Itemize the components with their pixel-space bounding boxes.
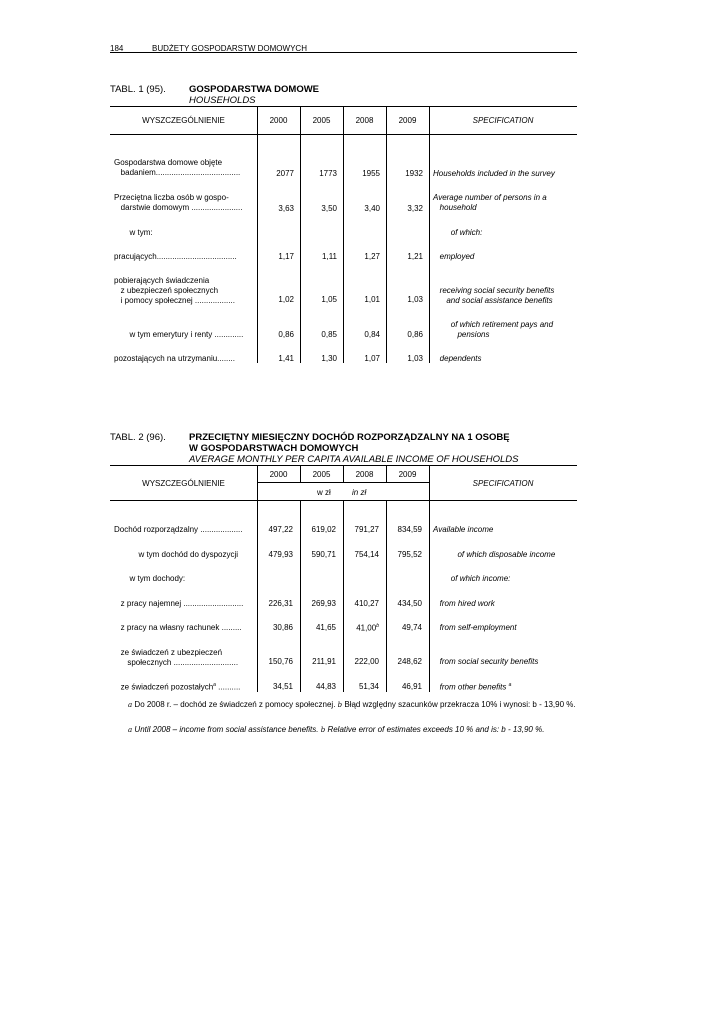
table2-title-en: AVERAGE MONTHLY PER CAPITA AVAILABLE INCOME OF HOUSEHOLDS (189, 454, 519, 465)
table1-cell: 1,05 (321, 295, 337, 304)
table2-row-spec: Available income (433, 525, 494, 534)
table2-cell: 222,00 (354, 657, 379, 666)
table2-row-label: w tym dochody: (114, 574, 186, 583)
table2-row-label: z pracy na własny rachunek ......... (114, 623, 242, 632)
table1-cell: 3,40 (364, 204, 380, 213)
table1-cell: 1932 (405, 169, 423, 178)
table1-cell: 1,07 (364, 354, 380, 363)
table2-cell: 248,62 (397, 657, 422, 666)
table1-col-year: 2009 (398, 116, 417, 125)
table1-row-spec: receiving social security benefits and social assistance benefits (433, 286, 555, 305)
table1-col-year: 2005 (312, 116, 331, 125)
table1-cell: 2077 (276, 169, 294, 178)
table2-cell: 51,34 (358, 682, 379, 691)
footnote-en: a Until 2008 – income from social assistance benefits. b Relative error of estimates exceeds 10 % and is: b - 13,90 %. (128, 725, 545, 734)
page-number: 184 (110, 44, 124, 53)
table1-row-label: w tym: (114, 228, 153, 237)
table1-vline (343, 106, 344, 363)
table2-cell: 754,14 (354, 550, 379, 559)
table2-row-label: ze świadczeń z ubezpieczeń społecznych ............................. (114, 648, 239, 667)
table2-col-year: 2009 (398, 470, 417, 479)
table2-cell: 434,50 (397, 599, 422, 608)
table2-cell: 41,65 (315, 623, 336, 632)
table1-col-year: 2008 (355, 116, 374, 125)
table2-cell: 619,02 (311, 525, 336, 534)
table2-col-year: 2005 (312, 470, 331, 479)
table2-unit-pl: w zł (317, 488, 331, 497)
table1-row-label: pozostających na utrzymaniu........ (114, 354, 235, 363)
table2-cell: 834,59 (397, 525, 422, 534)
table2-cell (343, 623, 379, 633)
table1-title-en: HOUSEHOLDS (189, 95, 256, 106)
table2-row-spec: from self-employment (433, 623, 517, 632)
table2-row-label: z pracy najemnej ........................... (114, 599, 244, 608)
table1-cell: 1,01 (364, 295, 380, 304)
table1-cell: 0,85 (321, 330, 337, 339)
table2-cell: 795,52 (397, 550, 422, 559)
table1-col-year: 2000 (269, 116, 288, 125)
table2-row-spec: of which income: (433, 574, 511, 583)
footnote-pl: a Do 2008 r. – dochód ze świadczeń z pomocy społecznej. b Błąd względny szacunków przekracza 10% i wynosi: b - 13,90 %. (128, 700, 576, 709)
table1-cell: 1,03 (407, 354, 423, 363)
table2-col-year: 2000 (269, 470, 288, 479)
table1-row-label: pobierających świadczenia z ubezpieczeń społecznych i pomocy społecznej .................. (114, 276, 235, 305)
table2-cell: 269,93 (311, 599, 336, 608)
table2-unit-en: in zł (352, 488, 367, 497)
table1-row-label: w tym emerytury i renty ............. (114, 330, 244, 339)
table2-title-pl: PRZECIĘTNY MIESIĘCZNY DOCHÓD ROZPORZĄDZALNY NA 1 OSOBĘ (189, 432, 510, 443)
table1-row-label: Gospodarstwa domowe objęte badaniem...................................... (114, 158, 241, 177)
footnote-pl-marker: a (128, 701, 133, 709)
table1-row-label: Przeciętna liczba osób w gospo- darstwie domowym ....................... (114, 193, 243, 212)
table1-cell: 3,63 (278, 204, 294, 213)
table2-col-year: 2008 (355, 470, 374, 479)
table2-title-pl-line2: W GOSPODARSTWACH DOMOWYCH (189, 443, 359, 454)
table1-col-wyszczegolnienie: WYSZCZEGÓLNIENIE (142, 116, 225, 125)
table2-cell: 49,74 (401, 623, 422, 632)
table2-row-spec: from social security benefits (433, 657, 539, 666)
table2-year-rule (257, 482, 429, 483)
footnote-en-marker: a (128, 726, 133, 734)
table1-cell: 1,11 (322, 252, 337, 261)
table2-row-label: Dochód rozporządzalny ................... (114, 525, 243, 534)
table2-col-specification: SPECIFICATION (472, 479, 534, 488)
running-title: BUDŻETY GOSPODARSTW DOMOWYCH (152, 44, 307, 53)
table1-row-spec: of which retirement pays and pensions (433, 320, 554, 339)
table1-cell: 1955 (362, 169, 380, 178)
table2-cell: 30,86 (272, 623, 293, 632)
table1-cell: 1,41 (278, 354, 294, 363)
table1-vline (429, 106, 430, 363)
table2-cell: 226,31 (268, 599, 293, 608)
table2-cell: 410,27 (354, 599, 379, 608)
table1-cell: 3,50 (321, 204, 337, 213)
table2-row-spec: from hired work (433, 599, 495, 608)
table1-cell: 3,32 (407, 204, 423, 213)
table2-cell: 211,91 (312, 657, 336, 666)
table1-cell: 1,30 (321, 354, 337, 363)
table2-cell: 34,51 (272, 682, 293, 691)
table1-row-spec: employed (433, 252, 475, 261)
table2-cell: 46,91 (401, 682, 422, 691)
table1-cell: 0,86 (407, 330, 423, 339)
table1-cell: 1,27 (364, 252, 380, 261)
table1-row-spec: of which: (433, 228, 483, 237)
footnote-a-mark: a (213, 682, 216, 688)
table1-vline (257, 106, 258, 363)
table2-label: TABL. 2 (96). (110, 432, 166, 443)
table1-cell: 1,21 (407, 252, 423, 261)
table1-row-label: pracujących.................................... (114, 252, 237, 261)
footnote-a-mark: a (508, 682, 512, 688)
table2-row-label: ze świadczeń pozostałych$^a$ .......... (114, 682, 241, 692)
table1-title-pl: GOSPODARSTWA DOMOWE (189, 84, 320, 95)
table1-cell: 1,03 (407, 295, 423, 304)
table2-row-label: w tym dochód do dyspozycji (114, 550, 239, 559)
table1-cell: 1,17 (278, 252, 294, 261)
header-rule (110, 52, 577, 53)
table1-cell: 1,02 (278, 295, 294, 304)
table1-vline (300, 106, 301, 363)
table2-col-wyszczegolnienie: WYSZCZEGÓLNIENIE (142, 479, 225, 488)
table2-cell: 791,27 (354, 525, 379, 534)
table1-cell: 0,86 (278, 330, 294, 339)
table2-cell: 150,76 (268, 657, 293, 666)
table1-row-spec: dependents (433, 354, 482, 363)
table1-vline (386, 106, 387, 363)
table2-cell-value: 41,00 (356, 623, 377, 633)
table1-col-specification: SPECIFICATION (472, 116, 534, 125)
table1-row-spec: Households included in the survey (433, 169, 555, 178)
table1-label: TABL. 1 (95). (110, 84, 166, 95)
table1-cell: 0,84 (364, 330, 380, 339)
table2-row-spec: of which disposable income (433, 550, 556, 559)
footnote-b-mark: b (376, 623, 379, 629)
table2-cell: 590,71 (311, 550, 336, 559)
table2-row-spec: from other benefits $^a$ (433, 682, 512, 692)
table2-cell: 44,83 (315, 682, 336, 691)
table1-cell: 1773 (319, 169, 337, 178)
table2-vline (429, 465, 430, 692)
table2-cell: 479,93 (268, 550, 293, 559)
table1-row-spec: Average number of persons in a household (433, 193, 547, 212)
table2-cell: 497,22 (268, 525, 293, 534)
